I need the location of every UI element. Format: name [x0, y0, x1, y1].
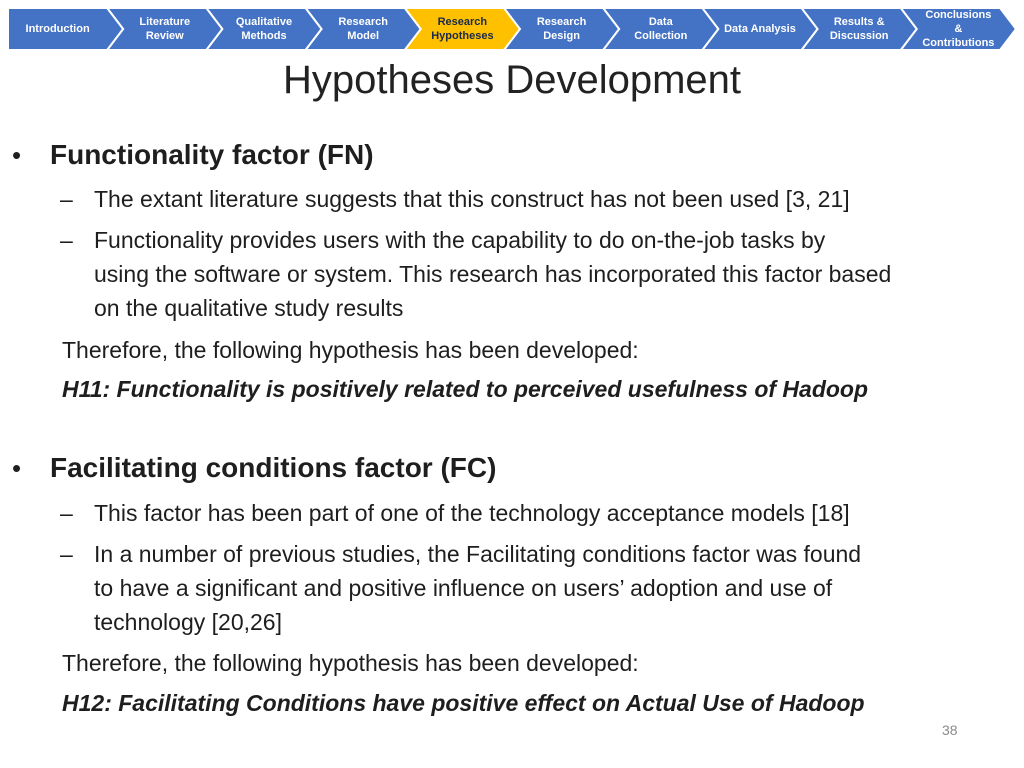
nav-step-data-analysis[interactable]: Data Analysis [724, 23, 796, 35]
nav-step-data-collection[interactable]: Data Collection [634, 16, 688, 42]
bullet-dot-icon: • [12, 140, 22, 170]
bullet-text: on the qualitative study results [94, 295, 404, 321]
conclusion-text: Therefore, the following hypothesis has been developed: [62, 337, 639, 363]
section-heading-functionality: Functionality factor (FN) [50, 139, 374, 170]
nav-step-research-model[interactable]: Research Model [338, 16, 388, 42]
nav-step-introduction[interactable]: Introduction [25, 23, 90, 35]
bullet-text: to have a significant and positive influence on users’ adoption and use of [94, 575, 833, 601]
hypothesis-h12: H12: Facilitating Conditions have positive effect on Actual Use of Hadoop [62, 690, 865, 716]
nav-step-research-hypotheses[interactable]: Research Hypotheses [431, 16, 494, 42]
dash-icon: – [60, 227, 73, 253]
bullet-text: using the software or system. This research has incorporated this factor based [94, 261, 892, 287]
bullet-text: This factor has been part of one of the technology acceptance models [18] [94, 500, 850, 526]
page-number: 38 [942, 722, 958, 738]
bullet-text: The extant literature suggests that this construct has not been used [3, 21] [94, 186, 850, 212]
dash-icon: – [60, 186, 73, 212]
section-heading-facilitating: Facilitating conditions factor (FC) [50, 452, 497, 483]
nav-step-research-design[interactable]: Research Design [536, 16, 587, 42]
slide-title: Hypotheses Development [282, 58, 742, 102]
nav-step-results-discussion[interactable]: Results & Discussion [829, 16, 889, 42]
bullet-text: technology [20,26] [94, 609, 282, 635]
nav-step-conclusions-contributions[interactable]: Conclusions & Contributions [922, 9, 995, 49]
dash-icon: – [60, 541, 73, 567]
bullet-text: Functionality provides users with the capability to do on-the-job tasks by [94, 227, 826, 253]
hypothesis-h11: H11: Functionality is positively related to perceived usefulness of Hadoop [62, 376, 869, 402]
nav-step-qualitative-methods[interactable]: Qualitative Methods [235, 16, 293, 42]
bullet-dot-icon: • [12, 453, 22, 483]
nav-step-literature-review[interactable]: Literature Review [139, 16, 191, 42]
bullet-text: In a number of previous studies, the Facilitating conditions factor was found [94, 541, 862, 567]
dash-icon: – [60, 500, 73, 526]
conclusion-text: Therefore, the following hypothesis has been developed: [62, 650, 639, 676]
